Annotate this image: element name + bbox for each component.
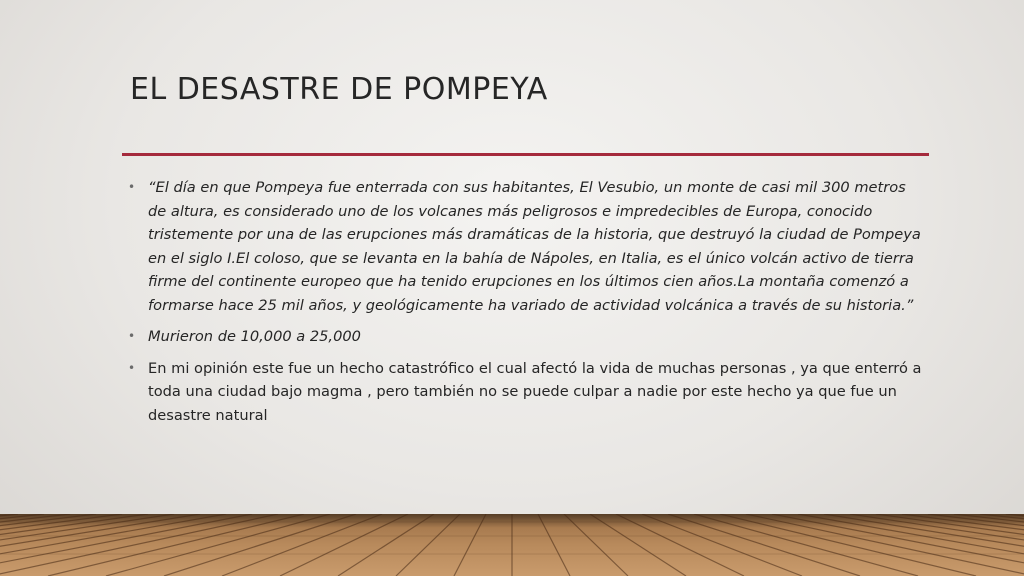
bullet-text: En mi opinión este fue un hecho catastrófico el cual afectó la vida de muchas personas , ya que enterró a toda una ciudad bajo magma , pero también no se puede culpar a nadie por este hecho ya que fue un desastre natural (148, 359, 922, 424)
bullet-text: Murieron de 10,000 a 25,000 (148, 328, 361, 345)
plank-seam (616, 514, 744, 576)
slide-title: EL DESASTRE DE POMPEYA (130, 72, 548, 107)
plank-seam (280, 514, 408, 576)
plank-seam (642, 514, 802, 576)
plank-seam (772, 514, 1024, 576)
plank-seam (454, 514, 486, 576)
bullet-item (128, 325, 928, 349)
plank-seam (590, 514, 686, 576)
plank-seam (396, 514, 460, 576)
bullet-icon: • (128, 360, 136, 375)
plank-seam (538, 514, 570, 576)
wood-floor-decoration (0, 514, 1024, 576)
floor-planks (0, 514, 1024, 576)
bullet-text: “El día en que Pompeya fue enterrada con sus habitantes, El Vesubio, un monte de casi mil 300 metros de altura, es considerado uno de los volcanes más peligrosos e impredecibles de Europa, conocido tristemente por una de las erupciones más dramáticas de la historia, que destruyó la ciudad de Pompeya en el siglo I.El coloso, que se levanta en la bahía de Nápoles, en Italia, es el único volcán activo de tierra firme del continente europeo que ha tenido erupciones en los últimos cien años.La montaña comenzó a formarse hace 25 mil años, y geológicamente ha variado de actividad volcánica a través de su historia.” (148, 179, 921, 314)
plank-seam (338, 514, 434, 576)
bullet-icon: • (128, 329, 136, 343)
plank-seam (0, 514, 252, 576)
bullet-item (128, 176, 928, 317)
bullet-list (128, 176, 928, 435)
plank-seam (222, 514, 382, 576)
bullet-icon: • (128, 180, 136, 194)
bullet-item (128, 357, 928, 428)
plank-seam (564, 514, 628, 576)
plank-seam (164, 514, 356, 576)
plank-seam (668, 514, 860, 576)
title-underline (122, 153, 929, 156)
